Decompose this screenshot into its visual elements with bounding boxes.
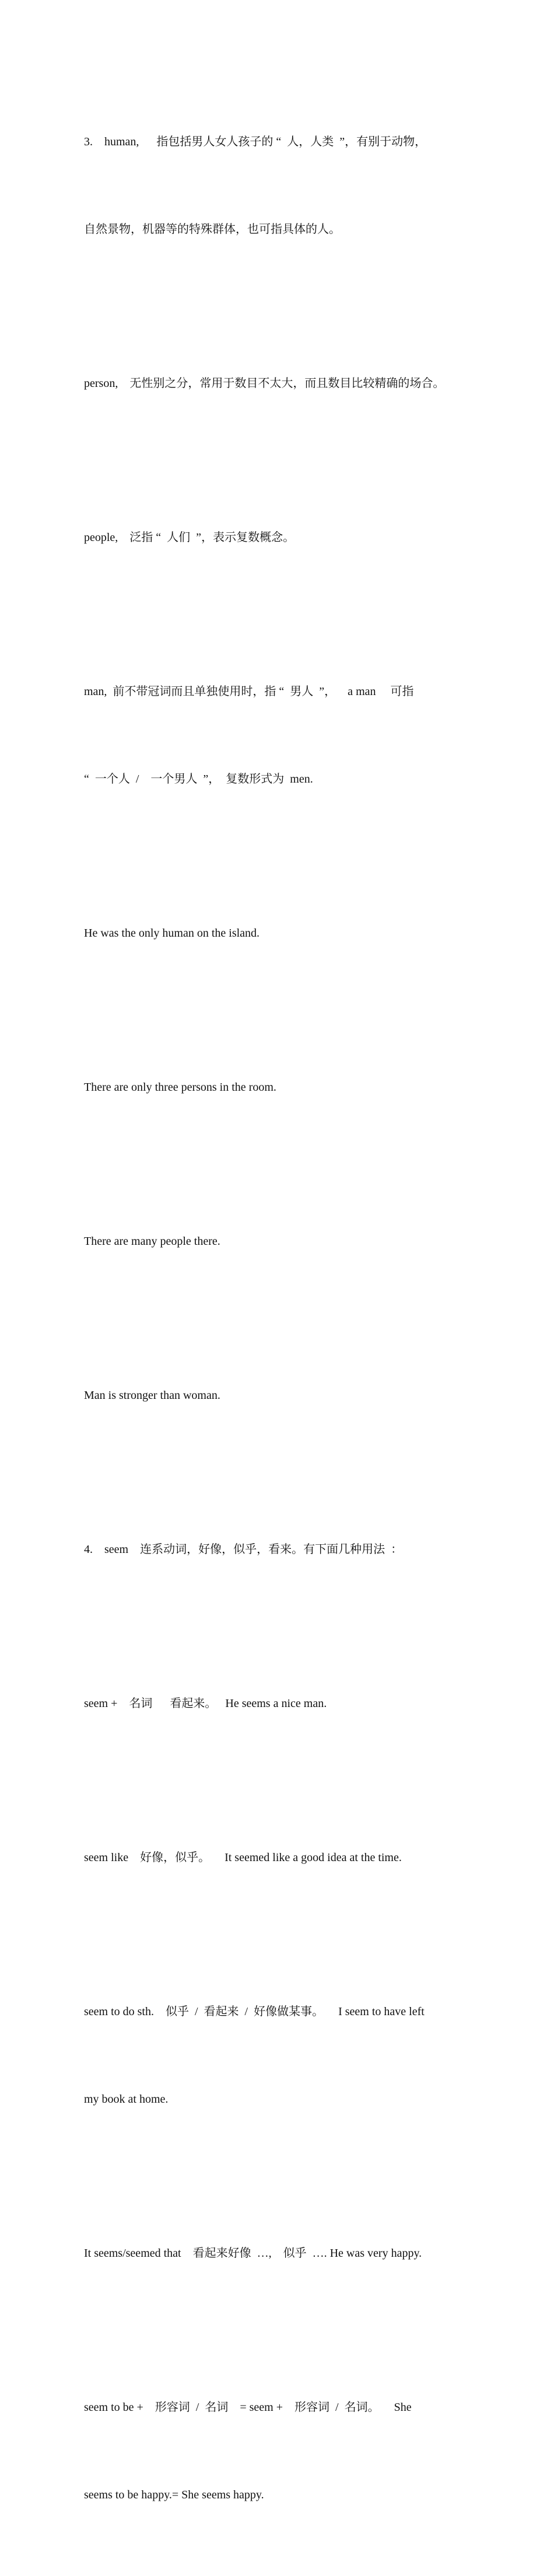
text-line: 3. human, 指包括男人女人孩子的 “ 人，人类 ”，有别于动物， [84, 135, 427, 148]
example-sentence [84, 1168, 486, 1314]
text-line: There are only three persons in the room. [84, 1081, 276, 1094]
document-page [84, 69, 486, 2576]
example-sentence [84, 1014, 486, 1160]
paragraph-seem-like [84, 1785, 486, 1931]
text-line: It seems/seemed that 看起来好像 …, 似乎 …. He was very happy. [84, 2247, 422, 2260]
paragraph-seem-heading [84, 1477, 486, 1622]
example-sentence [84, 860, 486, 1006]
text-line: seem + 名词 看起来。 He seems a nice man. [84, 1697, 327, 1710]
example-sentence [84, 1322, 486, 1468]
text-line: There are many people there. [84, 1235, 220, 1248]
paragraph-seem-noun [84, 1631, 486, 1776]
text-line: 4. seem 连系动词，好像，似乎，看来。有下面几种用法 ： [84, 1543, 403, 1556]
paragraph-it-seems-that [84, 2180, 486, 2326]
text-line: my book at home. [84, 2093, 169, 2106]
text-line: seem to do sth. 似乎 / 看起来 / 好像做某事。 I seem to have left [84, 2005, 425, 2018]
text-line: “ 一个人 / 一个男人 ”， 复数形式为 men. [84, 773, 313, 786]
paragraph-person-definition [84, 310, 486, 456]
text-line: man, 前不带冠词而且单独使用时，指 “ 男人 ”， a man 可指 [84, 685, 414, 698]
text-line: Man is stronger than woman. [84, 1389, 220, 1402]
paragraph-people-definition [84, 465, 486, 610]
text-line: He was the only human on the island. [84, 927, 260, 940]
paragraph-seem-to-do [84, 1939, 486, 2172]
paragraph-human-definition [84, 69, 486, 302]
text-line: seem like 好像，似乎。 It seemed like a good idea at the time. [84, 1851, 402, 1864]
text-line: person, 无性别之分，常用于数目不太大，而且数目比较精确的场合。 [84, 377, 445, 390]
text-line: seems to be happy.= She seems happy. [84, 2488, 264, 2501]
paragraph-seem-to-be [84, 2334, 486, 2568]
text-line: 自然景物，机器等的特殊群体，也可指具体的人。 [84, 223, 341, 236]
text-line: people, 泛指 “ 人们 ”，表示复数概念。 [84, 531, 295, 544]
paragraph-man-definition [84, 619, 486, 852]
text-line: seem to be + 形容词 / 名词 = seem + 形容词 / 名词。 She [84, 2401, 412, 2414]
